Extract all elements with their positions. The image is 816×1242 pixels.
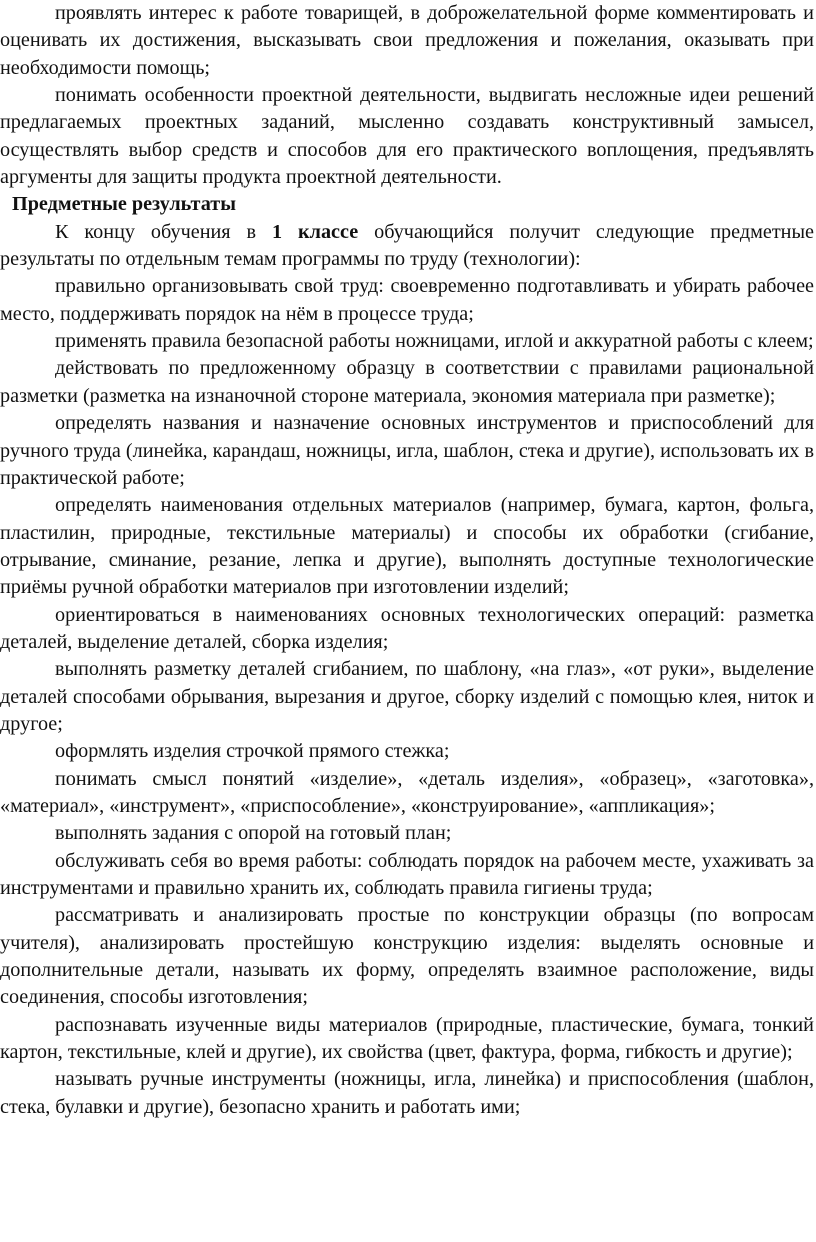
paragraph-ready-plan: выполнять задания с опорой на готовый план; [55, 822, 452, 845]
paragraph-peer-interest: проявлять интерес к работе товарищей, в доброжелательной форме комментировать и оценивать их достижения, высказывать свои предложения и пожелания, оказывать при необходимости помощь; [0, 2, 814, 79]
intro-text-end: обучающийся получит следующие предметные результаты по отдельным темам программы по труду (технологии): [0, 220, 814, 271]
intro-text-start: К концу обучения в [55, 220, 272, 243]
paragraph-marking-methods: выполнять разметку деталей сгибанием, по шаблону, «на глаз», «от руки», выделение деталей способами обрывания, вырезания и другое, сборку изделий с помощью клея, ниток и другое; [0, 658, 814, 735]
section-heading: Предметные результаты [12, 193, 236, 216]
paragraph-recognize-materials: распознавать изученные виды материалов (природные, пластические, бумага, тонкий картон, текстильные, клей и другие), их свойства (цвет, фактура, форма, гибкость и другие); [0, 1013, 814, 1064]
paragraph-name-hand-tools: называть ручные инструменты (ножницы, игла, линейка) и приспособления (шаблон, стека, булавки и другие), безопасно хранить и работать ими; [0, 1068, 814, 1118]
paragraph-safety-rules: применять правила безопасной работы ножницами, иглой и аккуратной работы с клеем; [55, 330, 814, 353]
paragraph-intro [0, 219, 814, 274]
paragraph-concepts: понимать смысл понятий «изделие», «деталь изделия», «образец», «заготовка», «материал», «инструмент», «приспособление», «конструирование», «аппликация»; [0, 767, 814, 817]
paragraph-technological-operations: ориентироваться в наименованиях основных технологических операций: разметка деталей, выделение деталей, сборка изделия; [0, 603, 814, 653]
paragraph-organize-work: правильно организовывать свой труд: своевременно подготавливать и убирать рабочее место, поддерживать порядок на нём в процессе труда; [0, 275, 814, 325]
paragraph-self-service: обслуживать себя во время работы: соблюдать порядок на рабочем месте, ухаживать за инструментами и правильно хранить их, соблюдать правила гигиены труда; [0, 849, 814, 899]
paragraph-marking-pattern: действовать по предложенному образцу в соответствии с правилами рациональной разметки (разметка на изнаночной стороне материала, экономия материала при разметке); [0, 357, 814, 407]
intro-class-bold: 1 классе [271, 220, 359, 243]
paragraph-material-names: определять наименования отдельных материалов (например, бумага, картон, фольга, пластилин, природные, текстильные материалы) и способы их обработки (сгибание, отрывание, сминание, резание, лепка и другие), выполнять доступные технологические приёмы ручной обработки материалов при изготовлении изделий; [0, 494, 814, 599]
paragraph-tool-names: определять названия и назначение основных инструментов и приспособлений для ручного труда (линейка, карандаш, ножницы, игла, шаблон, стека и другие), использовать их в практической работе; [0, 412, 814, 489]
paragraph-straight-stitch: оформлять изделия строчкой прямого стежка; [55, 740, 450, 763]
paragraph-project-activity: понимать особенности проектной деятельности, выдвигать несложные идеи решений предлагаемых проектных заданий, мысленно создавать конструктивный замысел, осуществлять выбор средств и способов для его практического воплощения, предъявлять аргументы для защиты продукта проектной деятельности. [0, 84, 814, 189]
paragraph-analyze-samples: рассматривать и анализировать простые по конструкции образцы (по вопросам учителя), анализировать простейшую конструкцию изделия: выделять основные и дополнительные детали, называть их форму, определять взаимное расположение, виды соединения, способы изготовления; [0, 904, 814, 1009]
